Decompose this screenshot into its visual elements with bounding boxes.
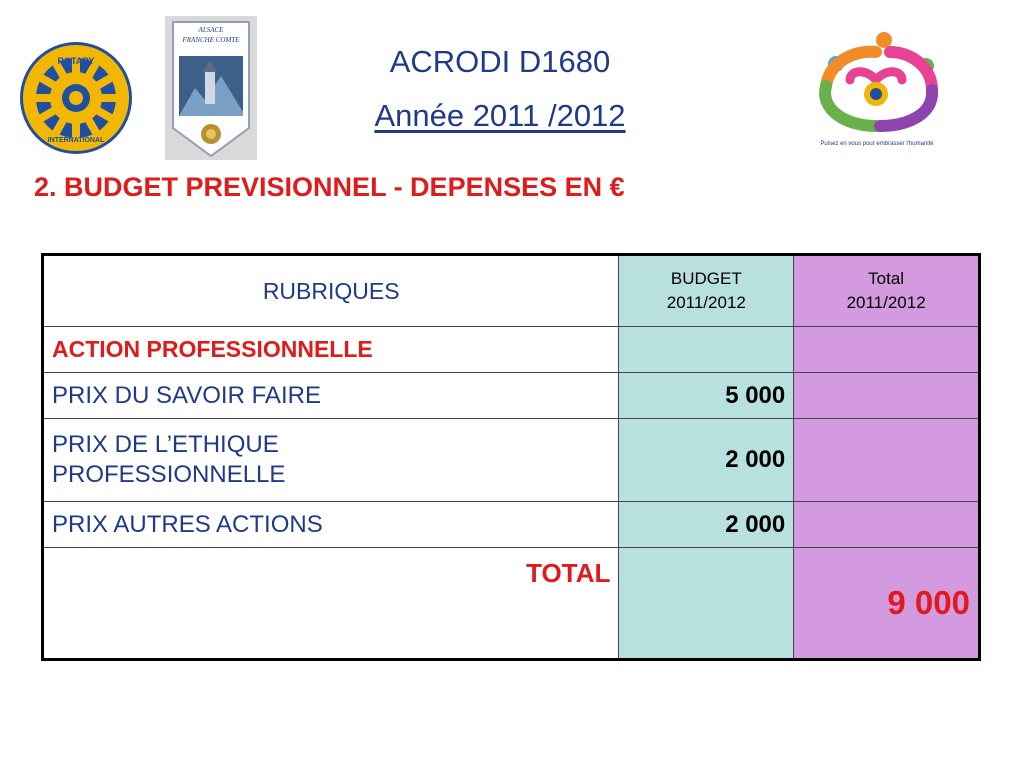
page-title: ACRODI D1680 — [389, 44, 611, 79]
heart-logo-tagline: Puisez en vous pour embrasser l'humanité — [820, 141, 934, 147]
alsace-pennant — [165, 16, 257, 160]
pennant-line1: ALSACE — [198, 26, 224, 34]
heart-people-logo — [806, 30, 948, 150]
row-label: PRIX DU SAVOIR FAIRE — [43, 373, 619, 419]
row-budget: 2 000 — [619, 502, 794, 548]
total-value: 9 000 — [794, 548, 980, 660]
row-budget: 5 000 — [619, 373, 794, 419]
page-subtitle-year: Année 2011 /2012 — [374, 98, 626, 133]
row-label: PRIX AUTRES ACTIONS — [43, 502, 619, 548]
header-total-line1: Total — [868, 269, 905, 288]
table-row-section — [43, 327, 980, 373]
section-label: ACTION PROFESSIONNELLE — [43, 327, 619, 373]
row-total-cell — [794, 419, 980, 502]
header-rubriques: RUBRIQUES — [43, 255, 619, 327]
header-budget-line2: 2011/2012 — [666, 293, 746, 312]
table-row — [43, 373, 980, 419]
row-total-cell — [794, 373, 980, 419]
row-label — [43, 419, 619, 502]
section-heading: 2. BUDGET PREVISIONNEL - DEPENSES EN € — [34, 172, 625, 202]
section-total-cell — [794, 327, 980, 373]
total-budget-cell — [619, 548, 794, 660]
header-budget-line1: BUDGET — [670, 269, 742, 288]
header-total — [794, 255, 980, 327]
table-row — [43, 502, 980, 548]
header-budget — [619, 255, 794, 327]
section-budget-cell — [619, 327, 794, 373]
rotary-logo — [18, 40, 134, 156]
row-label-line2: PROFESSIONNELLE — [52, 461, 286, 488]
header-total-line2: 2011/2012 — [846, 293, 926, 312]
rotary-word-top: ROTARY — [57, 56, 95, 66]
row-budget: 2 000 — [619, 419, 794, 502]
row-label-line1: PRIX DE L’ETHIQUE — [52, 431, 279, 458]
row-total-cell — [794, 502, 980, 548]
pennant-line2: FRANCHE COMTE — [182, 36, 240, 44]
table-row — [43, 419, 980, 502]
table-header-row — [43, 255, 980, 327]
rotary-word-bottom: INTERNATIONAL — [47, 137, 105, 144]
budget-table — [41, 253, 981, 661]
table-total-row — [43, 548, 980, 660]
total-label: TOTAL — [43, 548, 619, 660]
